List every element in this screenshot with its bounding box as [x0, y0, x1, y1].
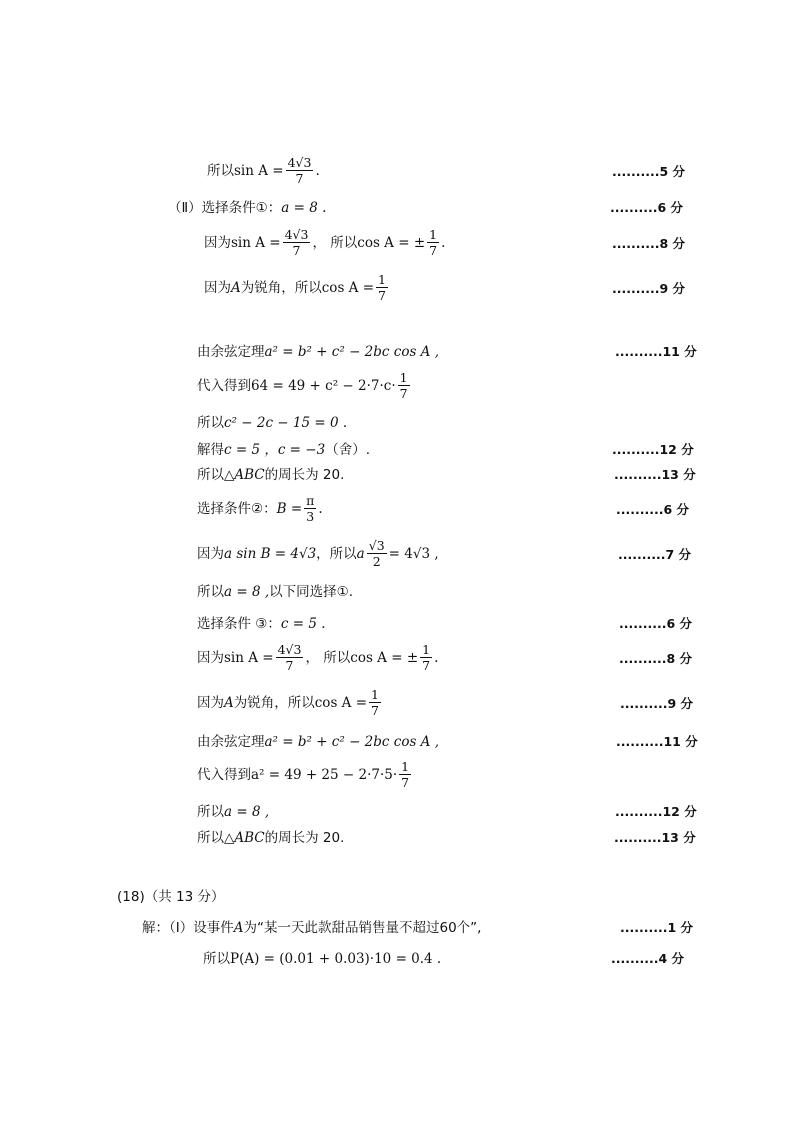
text: （Ⅱ）选择条件①： — [168, 200, 282, 216]
text: 因为 — [197, 695, 224, 711]
question-header: (18)（共 13 分） — [117, 889, 225, 905]
numerator: 4√3 — [277, 642, 302, 657]
fraction — [376, 272, 388, 303]
fraction — [283, 227, 311, 258]
math: cos A = ± — [350, 650, 419, 666]
text: 所以 — [197, 415, 224, 431]
line-7 — [197, 414, 347, 432]
math: cos A = — [321, 280, 375, 296]
fraction — [427, 227, 439, 258]
line-21 — [142, 919, 481, 937]
numerator: 4√3 — [287, 155, 312, 170]
text: 为锐角，所以 — [233, 695, 315, 711]
fraction — [399, 759, 411, 790]
fraction — [286, 155, 314, 186]
math: P(A) = (0.01 + 0.03)·10 = 0.4 . — [230, 951, 442, 967]
text: 选择条件②： — [197, 501, 277, 517]
denominator: 7 — [285, 658, 294, 673]
math: cos A = — [314, 695, 368, 711]
line-10 — [197, 494, 323, 525]
score-1: ..........5 分 — [612, 164, 686, 179]
math: a = 8 , — [224, 584, 270, 600]
math: a sin B = 4√3 — [224, 546, 317, 562]
denominator: 7 — [378, 288, 386, 303]
text: 为“某一天此款甜品销售量不超过60个”, — [243, 920, 482, 936]
score-16: ..........11 分 — [616, 734, 698, 749]
math: a² = b² + c² − 2bc cos A , — [264, 344, 439, 360]
text: ， 所以 — [305, 650, 351, 666]
text: 因为 — [204, 280, 231, 296]
line-2 — [168, 199, 326, 217]
fraction — [367, 538, 387, 569]
math: a = 8 . — [281, 200, 327, 216]
score-3: ..........8 分 — [612, 236, 686, 251]
text: 所以 — [197, 830, 224, 846]
line-22 — [203, 950, 441, 968]
math: c = 5 ，c = −3 — [224, 442, 326, 458]
denominator: 7 — [401, 775, 410, 790]
score-13: ..........6 分 — [619, 616, 693, 631]
text: 以下同选择①. — [269, 584, 354, 600]
text: 的周长为 20. — [264, 467, 345, 483]
math: a² = 49 + 25 − 2·7·5· — [251, 767, 398, 783]
numerator: 1 — [371, 687, 379, 702]
math: c² − 2c − 15 = 0 . — [224, 415, 348, 431]
text: 所以 — [197, 804, 224, 820]
fraction — [420, 642, 432, 673]
numerator: π — [306, 493, 315, 508]
numerator: 1 — [429, 227, 438, 242]
score-15: ..........9 分 — [620, 696, 694, 711]
denominator: 7 — [422, 658, 431, 673]
line-11 — [197, 539, 439, 570]
text: ，所以 — [316, 546, 357, 562]
math: cos A = ± — [357, 235, 426, 251]
text: . — [441, 235, 446, 251]
text: 的周长为 20. — [264, 830, 345, 846]
line-16 — [197, 733, 439, 751]
line-13 — [197, 615, 326, 633]
text: . — [315, 163, 320, 179]
line-5 — [197, 343, 439, 361]
text: ， 所以 — [312, 235, 358, 251]
math: = 4√3 , — [388, 546, 439, 562]
line-15 — [197, 688, 383, 719]
score-18: ..........12 分 — [615, 804, 697, 819]
text: 解得 — [197, 442, 224, 458]
line-17 — [197, 760, 413, 791]
line-9 — [197, 466, 344, 484]
text: （舍）. — [325, 442, 370, 458]
score-9: ..........13 分 — [614, 467, 696, 482]
numerator: 4√3 — [284, 227, 309, 242]
text: 所以 — [207, 163, 234, 179]
denominator: 7 — [292, 243, 301, 258]
numerator: √3 — [368, 538, 385, 553]
math: A — [224, 695, 234, 711]
text: 因为 — [204, 235, 231, 251]
math: B = — [276, 501, 303, 517]
line-4 — [204, 273, 390, 304]
fraction — [369, 687, 381, 718]
math: A — [233, 920, 244, 936]
numerator: 1 — [401, 759, 410, 774]
fraction — [276, 642, 304, 673]
score-10: ..........6 分 — [616, 502, 690, 517]
score-19: ..........13 分 — [614, 830, 696, 845]
math: a² = b² + c² − 2bc cos A , — [264, 734, 439, 750]
denominator: 7 — [429, 243, 438, 258]
math: a = 8 , — [224, 804, 270, 820]
score-14: ..........8 分 — [619, 651, 693, 666]
numerator: 1 — [399, 370, 408, 385]
denominator: 2 — [372, 554, 381, 569]
line-19 — [197, 829, 344, 847]
line-3 — [204, 228, 445, 259]
denominator: 7 — [399, 386, 408, 401]
text: 代入得到 — [197, 767, 251, 783]
fraction — [304, 493, 316, 524]
fraction — [398, 370, 410, 401]
text: 为锐角，所以 — [240, 280, 322, 296]
score-4: ..........9 分 — [612, 281, 686, 296]
line-14 — [197, 643, 438, 674]
text: . — [434, 650, 439, 666]
denominator: 3 — [306, 509, 315, 524]
denominator: 7 — [371, 703, 379, 718]
text: 因为 — [197, 650, 224, 666]
math: sin A = — [231, 235, 281, 251]
score-21: ..........1 分 — [620, 920, 694, 935]
score-2: ..........6 分 — [610, 200, 684, 215]
line-6 — [197, 371, 412, 402]
math: a — [356, 546, 365, 562]
score-11: ..........7 分 — [618, 547, 692, 562]
math: 64 = 49 + c² − 2·7·c· — [251, 378, 396, 394]
math: sin A = — [224, 650, 274, 666]
math: △ABC — [224, 830, 265, 846]
text: 代入得到 — [197, 378, 251, 394]
score-8: ..........12 分 — [612, 442, 694, 457]
line-8 — [197, 441, 370, 459]
line-18 — [197, 803, 269, 821]
math: △ABC — [224, 467, 265, 483]
score-5: ..........11 分 — [615, 344, 697, 359]
text: 解：（Ⅰ）设事件 — [142, 920, 234, 936]
text: 选择条件 ③： — [197, 616, 281, 632]
math: c = 5 . — [280, 616, 326, 632]
text: 所以 — [197, 584, 224, 600]
math: A — [231, 280, 241, 296]
denominator: 7 — [295, 171, 304, 186]
text: 由余弦定理 — [197, 734, 265, 750]
text: 所以 — [203, 951, 230, 967]
numerator: 1 — [378, 272, 386, 287]
text: . — [318, 501, 323, 517]
text: 因为 — [197, 546, 224, 562]
line-1 — [207, 156, 320, 187]
score-22: ..........4 分 — [611, 951, 685, 966]
numerator: 1 — [422, 642, 431, 657]
math: sin A = — [234, 163, 284, 179]
line-12 — [197, 583, 353, 601]
text: 所以 — [197, 467, 224, 483]
text: 由余弦定理 — [197, 344, 265, 360]
